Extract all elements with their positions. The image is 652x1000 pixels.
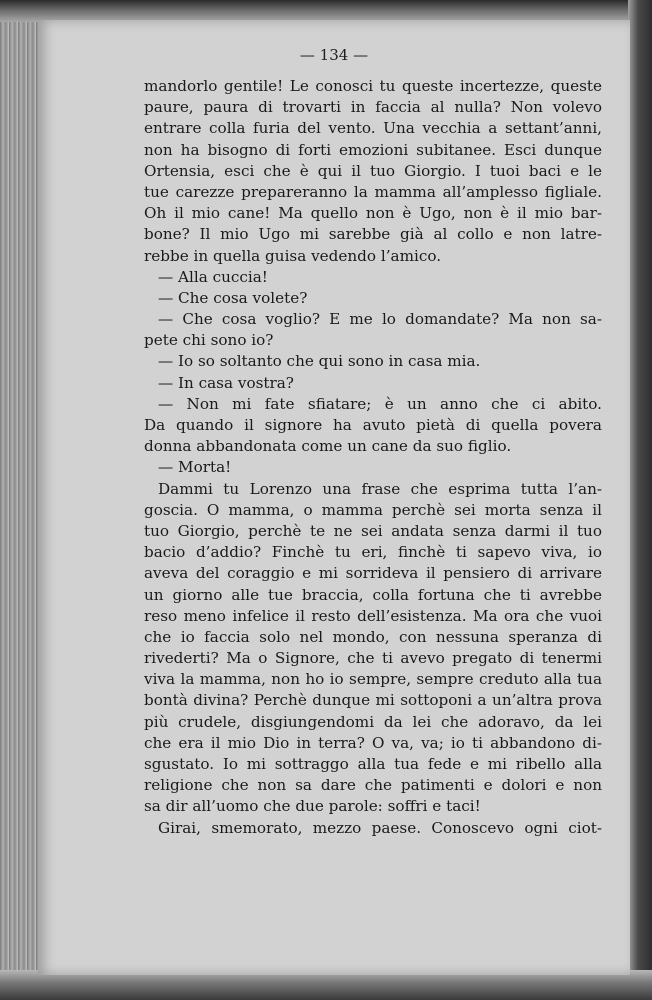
text-line: bontà divina? Perchè dunque mi sottoponi a un’altra prova	[144, 691, 602, 710]
text-line: aveva del coraggio e mi sorrideva il pensiero di arrivare	[144, 564, 602, 583]
text-line: pete chi sono io?	[144, 331, 274, 350]
text-line: che io faccia solo nel mondo, con nessuna speranza di	[144, 627, 602, 646]
text-line: un giorno alle tue braccia, colla fortuna che ti avrebbe	[144, 585, 602, 604]
text-line: non ha bisogno di forti emozioni subitanee. Esci dunque	[144, 140, 602, 159]
page-sheet	[38, 20, 630, 975]
text-line: più crudele, disgiungendomi da lei che adoravo, da lei	[144, 712, 602, 731]
text-line: — Che cosa voglio? E me lo domandate? Ma non sa-	[158, 310, 602, 329]
text-line: — In casa vostra?	[158, 373, 294, 392]
text-line: — Alla cuccia!	[158, 267, 268, 286]
text-line: entrare colla furia del vento. Una vecchia a settant’anni,	[144, 119, 602, 138]
text-line: — Non mi fate sfiatare; è un anno che ci abito.	[158, 394, 602, 413]
text-line: Dammi tu Lorenzo una frase che esprima tutta l’an-	[158, 479, 602, 498]
book-right-edge	[628, 0, 652, 1000]
text-line: rebbe in quella guisa vedendo l’amico.	[144, 246, 442, 265]
text-line: — Io so soltanto che qui sono in casa mia.	[158, 352, 481, 371]
text-line: Da quando il signore ha avuto pietà di quella povera	[144, 416, 602, 434]
text-line: paure, paura di trovarti in faccia al nulla? Non volevo	[144, 98, 602, 117]
text-line: religione che non sa dare che patimenti e dolori e non	[144, 776, 602, 795]
book-spine	[0, 0, 40, 1000]
text-line: che era il mio Dio in terra? O va, va; io ti abbandono di-	[144, 733, 602, 752]
book-top-edge	[0, 0, 652, 22]
text-line: — Morta!	[158, 458, 232, 477]
text-line: tuo Giorgio, perchè te ne sei andata senza darmi il tuo	[144, 521, 602, 540]
text-line: sgustato. Io mi sottraggo alla tua fede e mi ribello alla	[144, 755, 602, 773]
text-line: Ortensia, esci che è qui il tuo Giorgio. I tuoi baci e le	[144, 161, 602, 180]
text-line: goscia. O mamma, o mamma perchè sei morta senza il	[144, 500, 602, 519]
text-line: tue carezze prepareranno la mamma all’amplesso figliale.	[144, 182, 602, 201]
text-line: donna abbandonata come un cane da suo figlio.	[144, 437, 512, 456]
text-line: Oh il mio cane! Ma quello non è Ugo, non è il mio bar-	[144, 204, 602, 223]
text-line: viva la mamma, non ho io sempre, sempre creduto alla tua	[144, 670, 602, 689]
text-line: mandorlo gentile! Le conosci tu queste incertezze, queste	[144, 77, 602, 95]
text-line: sa dir all’uomo che due parole: soffri e taci!	[144, 797, 481, 816]
body-text	[144, 76, 602, 839]
text-line: rivederti? Ma o Signore, che ti avevo pregato di tenermi	[144, 649, 602, 668]
text-line: bone? Il mio Ugo mi sarebbe già al collo e non latre-	[144, 225, 602, 244]
text-line: bacio d’addio? Finchè tu eri, finchè ti sapevo viva, io	[144, 543, 602, 562]
text-line: — Che cosa volete?	[158, 288, 308, 307]
text-line: reso meno infelice il resto dell’esistenza. Ma ora che vuoi	[144, 606, 602, 625]
text-line: Girai, smemorato, mezzo paese. Conoscevo ogni ciot-	[158, 818, 602, 837]
page-number: — 134 —	[299, 46, 369, 64]
